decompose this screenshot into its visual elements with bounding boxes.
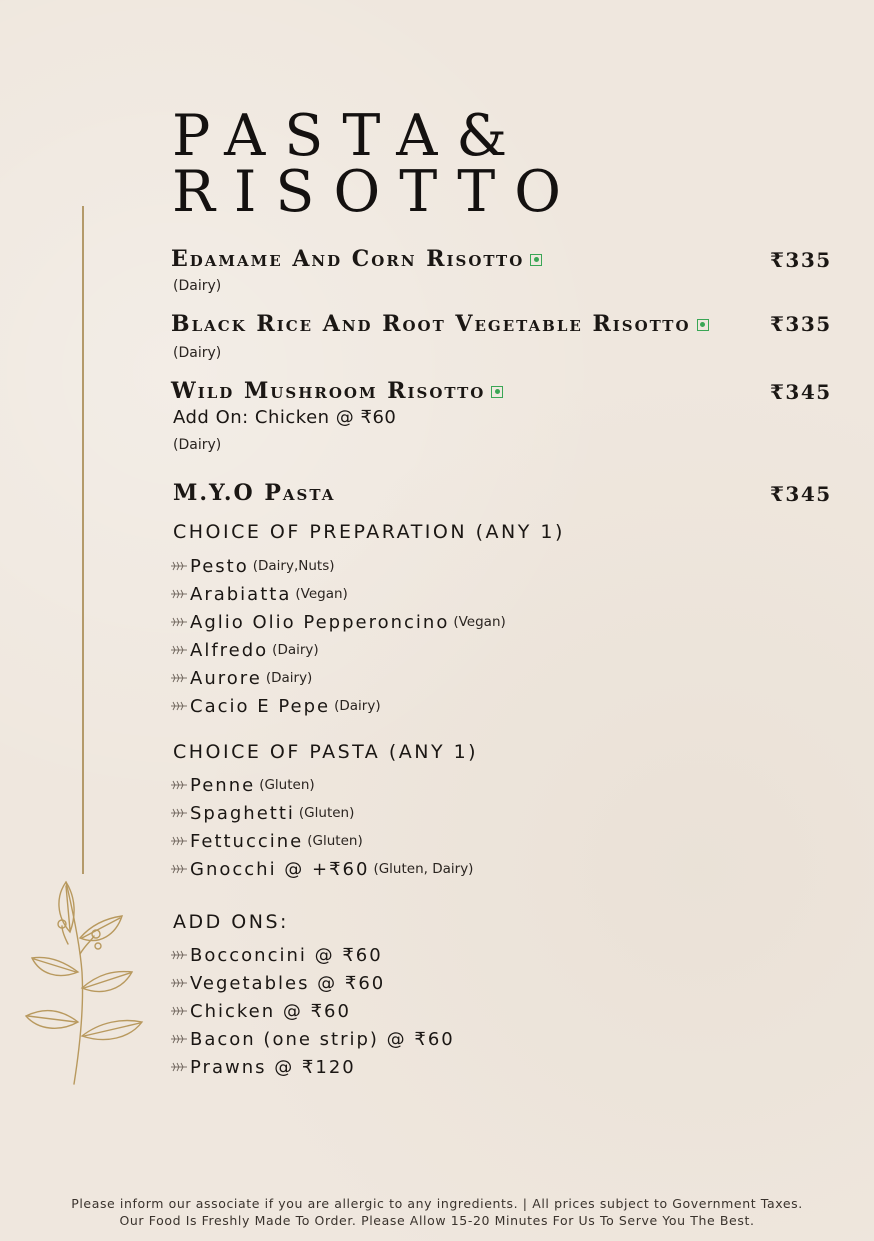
pasta-list: [170, 771, 473, 883]
option-tag: (Dairy): [334, 698, 381, 714]
list-item: [170, 552, 506, 580]
preparation-list: [170, 552, 506, 720]
item-price: ₹345: [770, 482, 832, 506]
leaf-bullet-icon: [170, 863, 188, 875]
section-heading-preparation: CHOICE OF PREPARATION (ANY 1): [173, 521, 565, 543]
leaf-bullet-icon: [170, 807, 188, 819]
item-name: Black Rice And Root Vegetable Risotto: [171, 311, 691, 337]
leaf-bullet-icon: [170, 949, 188, 961]
option-tag: (Dairy): [265, 670, 313, 686]
veg-indicator-icon: [530, 254, 542, 266]
item-name: M.Y.O Pasta: [173, 480, 336, 506]
menu-item: [171, 311, 709, 337]
item-price: ₹335: [770, 248, 832, 272]
botanical-branch-icon: [22, 876, 148, 1088]
list-item: [170, 997, 455, 1025]
leaf-bullet-icon: [170, 1061, 188, 1073]
item-price: ₹335: [770, 312, 832, 336]
leaf-bullet-icon: [170, 588, 188, 600]
leaf-bullet-icon: [170, 700, 188, 712]
option-name: Gnocchi @ +₹60: [190, 858, 370, 880]
item-name: Edamame And Corn Risotto: [171, 246, 525, 272]
option-name: Fettuccine: [190, 830, 304, 852]
page-title: [172, 103, 581, 225]
leaf-bullet-icon: [170, 560, 188, 572]
leaf-bullet-icon: [170, 1005, 188, 1017]
list-item: [170, 941, 455, 969]
list-item: [170, 692, 506, 720]
list-item: [170, 771, 473, 799]
list-item: [170, 608, 506, 636]
menu-item: [171, 246, 542, 272]
option-name: Prawns @ ₹120: [190, 1056, 356, 1078]
option-tag: (Gluten, Dairy): [373, 861, 474, 877]
option-tag: (Gluten): [259, 777, 315, 793]
option-name: Bocconcini @ ₹60: [190, 944, 383, 966]
menu-item: [173, 480, 335, 506]
section-heading-addons: ADD ONS:: [173, 911, 289, 933]
item-note: (Dairy): [173, 345, 222, 361]
option-tag: (Gluten): [298, 805, 355, 821]
item-note: (Dairy): [173, 278, 222, 294]
title-line-2: RISOTTO: [172, 159, 581, 225]
option-name: Alfredo: [190, 639, 269, 661]
veg-indicator-icon: [697, 319, 709, 331]
footer-serving-note: Our Food Is Freshly Made To Order. Please Allow 15-20 Minutes For Us To Serve You The Best.: [119, 1213, 755, 1228]
footer-allergy-note: Please inform our associate if you are allergic to any ingredients. | All prices subject to Government Taxes.: [71, 1196, 803, 1211]
option-name: Bacon (one strip) @ ₹60: [190, 1028, 455, 1050]
veg-indicator-icon: [491, 386, 503, 398]
option-name: Vegetables @ ₹60: [190, 972, 386, 994]
menu-item: [171, 378, 503, 404]
section-heading-pasta: CHOICE OF PASTA (ANY 1): [173, 741, 479, 763]
list-item: [170, 855, 473, 883]
leaf-bullet-icon: [170, 644, 188, 656]
option-tag: (Dairy): [272, 642, 319, 658]
option-tag: (Vegan): [453, 614, 506, 630]
leaf-bullet-icon: [170, 616, 188, 628]
leaf-bullet-icon: [170, 779, 188, 791]
list-item: [170, 969, 455, 997]
option-tag: (Vegan): [295, 586, 348, 602]
item-price: ₹345: [770, 380, 832, 404]
option-name: Penne: [190, 774, 256, 796]
option-tag: (Dairy,Nuts): [252, 558, 335, 574]
title-line-1: PASTA&: [172, 103, 527, 169]
list-item: [170, 1053, 455, 1081]
list-item: [170, 580, 506, 608]
list-item: [170, 664, 506, 692]
leaf-bullet-icon: [170, 1033, 188, 1045]
gold-divider-line: [82, 206, 84, 874]
addons-list: [170, 941, 455, 1081]
leaf-bullet-icon: [170, 835, 188, 847]
list-item: [170, 799, 473, 827]
item-addon: Add On: Chicken @ ₹60: [173, 407, 397, 428]
option-name: Cacio E Pepe: [190, 695, 331, 717]
leaf-bullet-icon: [170, 977, 188, 989]
option-name: Spaghetti: [190, 802, 295, 824]
leaf-bullet-icon: [170, 672, 188, 684]
list-item: [170, 636, 506, 664]
list-item: [170, 1025, 455, 1053]
item-name: Wild Mushroom Risotto: [171, 378, 486, 404]
option-name: Pesto: [190, 555, 249, 577]
list-item: [170, 827, 473, 855]
option-name: Aurore: [190, 667, 262, 689]
option-name: Chicken @ ₹60: [190, 1000, 351, 1022]
item-note: (Dairy): [173, 437, 222, 453]
option-name: Arabiatta: [190, 583, 292, 605]
option-name: Aglio Olio Pepperoncino: [190, 611, 450, 633]
option-tag: (Gluten): [307, 833, 363, 849]
